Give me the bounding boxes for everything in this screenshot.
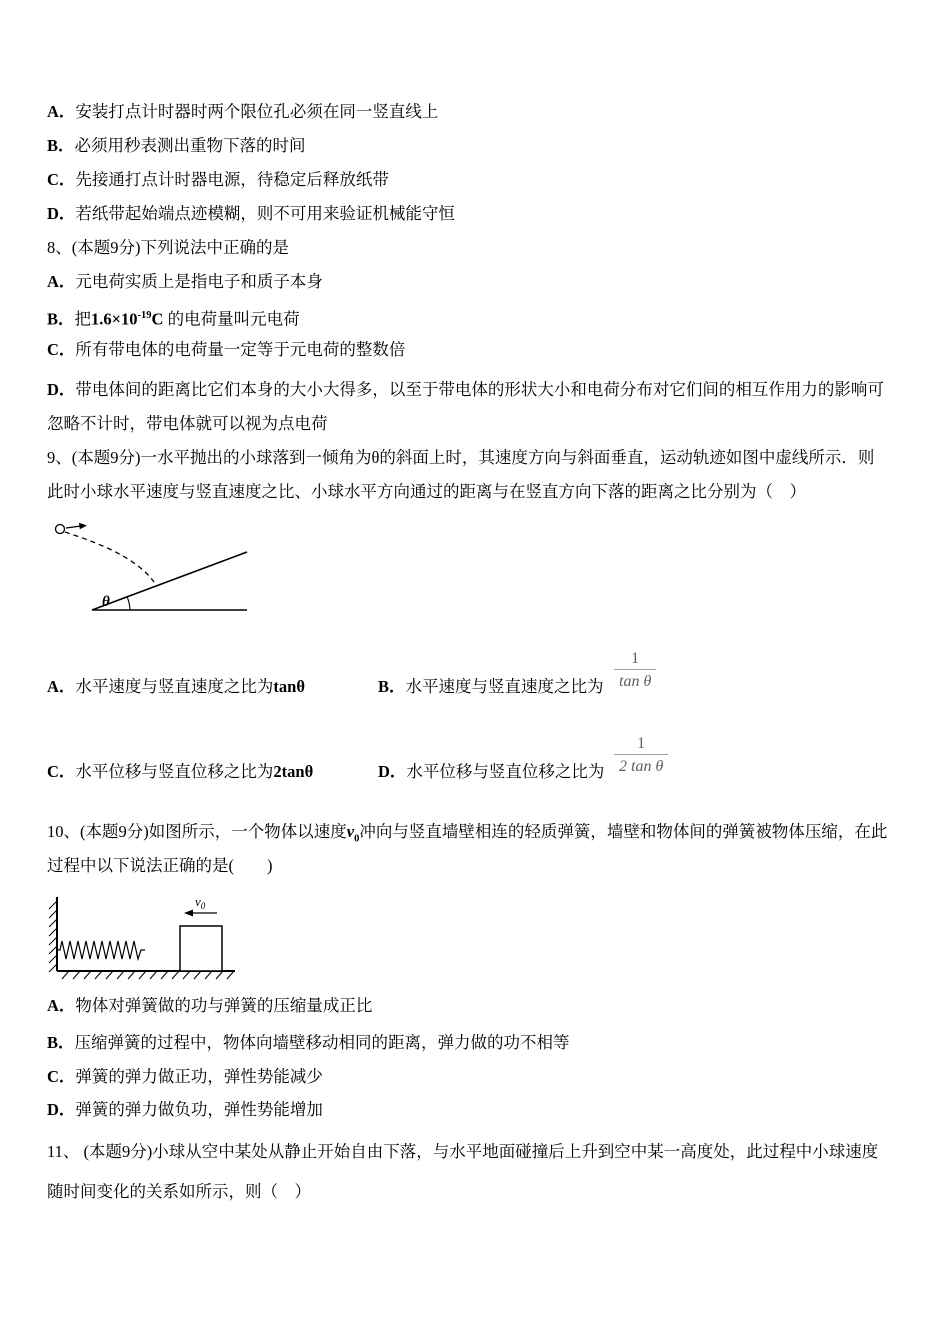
fraction-numerator: 1: [637, 735, 646, 752]
option-label: D．: [378, 762, 407, 781]
option-label: C．: [47, 170, 76, 189]
option-text: 把: [74, 309, 92, 329]
option-label: B．: [47, 309, 75, 329]
option-label: D．: [47, 1100, 76, 1119]
angle-arc: [127, 597, 130, 611]
q7-option-c: [47, 169, 389, 191]
option-label: C．: [47, 340, 76, 359]
q10-option-c: [47, 1066, 323, 1088]
q9-option-d: [378, 761, 604, 783]
option-text: 水平速度与竖直速度之比为: [405, 677, 604, 696]
option-label: A．: [47, 102, 76, 121]
q7-option-d: [47, 203, 455, 225]
q9-option-d-fraction: [614, 734, 668, 777]
option-label: C．: [47, 762, 76, 781]
option-text: 安装打点计时器时两个限位孔必须在同一竖直线上: [75, 102, 439, 121]
fraction-denominator: 2 tan θ: [614, 754, 668, 777]
option-text: 压缩弹簧的过程中，物体向墙壁移动相同的距离，弹力做的功不相等: [74, 1033, 570, 1052]
q10-option-b: [47, 1032, 570, 1054]
ground-hatching: [62, 971, 234, 979]
option-label: A．: [47, 996, 76, 1015]
q8-option-c: [47, 339, 405, 361]
launch-arrowhead-icon: [79, 523, 87, 529]
option-label: D．: [47, 204, 76, 223]
option-label: A．: [47, 677, 76, 696]
spring-block-figure: [45, 893, 240, 983]
option-text: 先接通打点计时器电源，待稳定后释放纸带: [75, 170, 389, 189]
velocity-v0-label: $v_0$: [195, 894, 206, 911]
q10-stem-line2: 过程中以下说法正确的是( ): [47, 856, 273, 875]
trajectory-dashed-curve: [65, 532, 154, 582]
q8-option-d-line2: 忽略不计时，带电体就可以视为点电荷: [47, 414, 328, 433]
option-text: 所有带电体的电荷量一定等于元电荷的整数倍: [75, 340, 406, 359]
angle-theta-label: θ: [102, 594, 110, 610]
option-text: 元电荷实质上是指电子和质子本身: [75, 272, 323, 291]
option-text: 若纸带起始端点迹模糊，则不可用来验证机械能守恒: [75, 204, 455, 223]
math-2tan-theta: 2tanθ: [273, 762, 314, 781]
q9-stem-line2: 此时小球水平速度与竖直速度之比、小球水平方向通过的距离与在竖直方向下落的距离之比分别为（ ）: [47, 482, 806, 501]
q9-option-c: [47, 761, 313, 783]
exponent: -19: [137, 310, 152, 321]
q8-option-a: [47, 271, 323, 293]
q11-stem-line1: 11、 (本题9分)小球从空中某处从静止开始自由下落，与水平地面碰撞后上升到空中某一高度处，此过程中小球速度: [47, 1142, 879, 1161]
q7-option-b: [47, 135, 306, 157]
ball-icon: [56, 525, 65, 534]
launch-velocity-arrow: [66, 526, 81, 528]
option-text: 水平位移与竖直位移之比为: [406, 762, 605, 781]
q8-option-b: [47, 305, 300, 331]
math-tan-theta: tanθ: [273, 677, 305, 696]
option-text: 物体对弹簧做的功与弹簧的压缩量成正比: [75, 996, 373, 1015]
velocity-symbol: v: [346, 822, 355, 841]
wall-hatching: [49, 901, 57, 972]
fraction-denominator: tan θ: [614, 669, 656, 692]
stem-text: 冲向与竖直墙壁相连的轻质弹簧，墙壁和物体间的弹簧被物体压缩，在此: [359, 822, 888, 841]
option-text: 水平速度与竖直速度之比为: [75, 677, 274, 696]
velocity-arrowhead-icon: [184, 910, 193, 917]
option-label: A．: [47, 272, 76, 291]
q11-stem-line2: 随时间变化的关系如所示，则（ ）: [47, 1182, 311, 1201]
block: [180, 926, 222, 971]
option-label: B．: [47, 1033, 75, 1052]
q8-stem: 8、(本题9分)下列说法中正确的是: [47, 238, 289, 257]
unit-coulomb: C: [151, 309, 164, 329]
q9-option-a: [47, 676, 305, 698]
incline-surface: [92, 552, 247, 610]
option-text: 必须用秒表测出重物下落的时间: [74, 136, 306, 155]
option-label: D．: [47, 380, 76, 399]
option-text: 水平位移与竖直位移之比为: [75, 762, 274, 781]
projectile-incline-figure: [50, 516, 250, 621]
option-text: 弹簧的弹力做正功，弹性势能减少: [75, 1067, 323, 1086]
q10-option-a: [47, 995, 372, 1017]
stem-text: 10、(本题9分)如图所示，一个物体以速度: [47, 822, 347, 841]
spring-coil: [57, 941, 145, 959]
charge-value: 1.6×10: [91, 309, 138, 329]
option-text: 带电体间的距离比它们本身的大小大得多，以至于带电体的形状大小和电荷分布对它们间的相互作用力的影响可: [75, 380, 884, 399]
q10-stem-line1: [47, 821, 887, 850]
q8-option-d-line1: [47, 379, 884, 401]
q9-option-b: [378, 676, 604, 698]
q9-option-b-fraction: [614, 649, 656, 692]
q9-stem-line1: 9、(本题9分)一水平抛出的小球落到一倾角为θ的斜面上时，其速度方向与斜面垂直，运动轨迹如图中虚线所示．则: [47, 448, 875, 467]
q10-option-d: [47, 1099, 323, 1121]
option-text: 的电荷量叫元电荷: [163, 309, 300, 329]
option-label: C．: [47, 1067, 76, 1086]
velocity-subscript: 0: [354, 833, 360, 845]
option-text: 弹簧的弹力做负功，弹性势能增加: [75, 1100, 323, 1119]
q7-option-a: [47, 101, 438, 123]
fraction-numerator: 1: [631, 650, 640, 667]
option-label: B．: [378, 677, 406, 696]
option-label: B．: [47, 136, 75, 155]
